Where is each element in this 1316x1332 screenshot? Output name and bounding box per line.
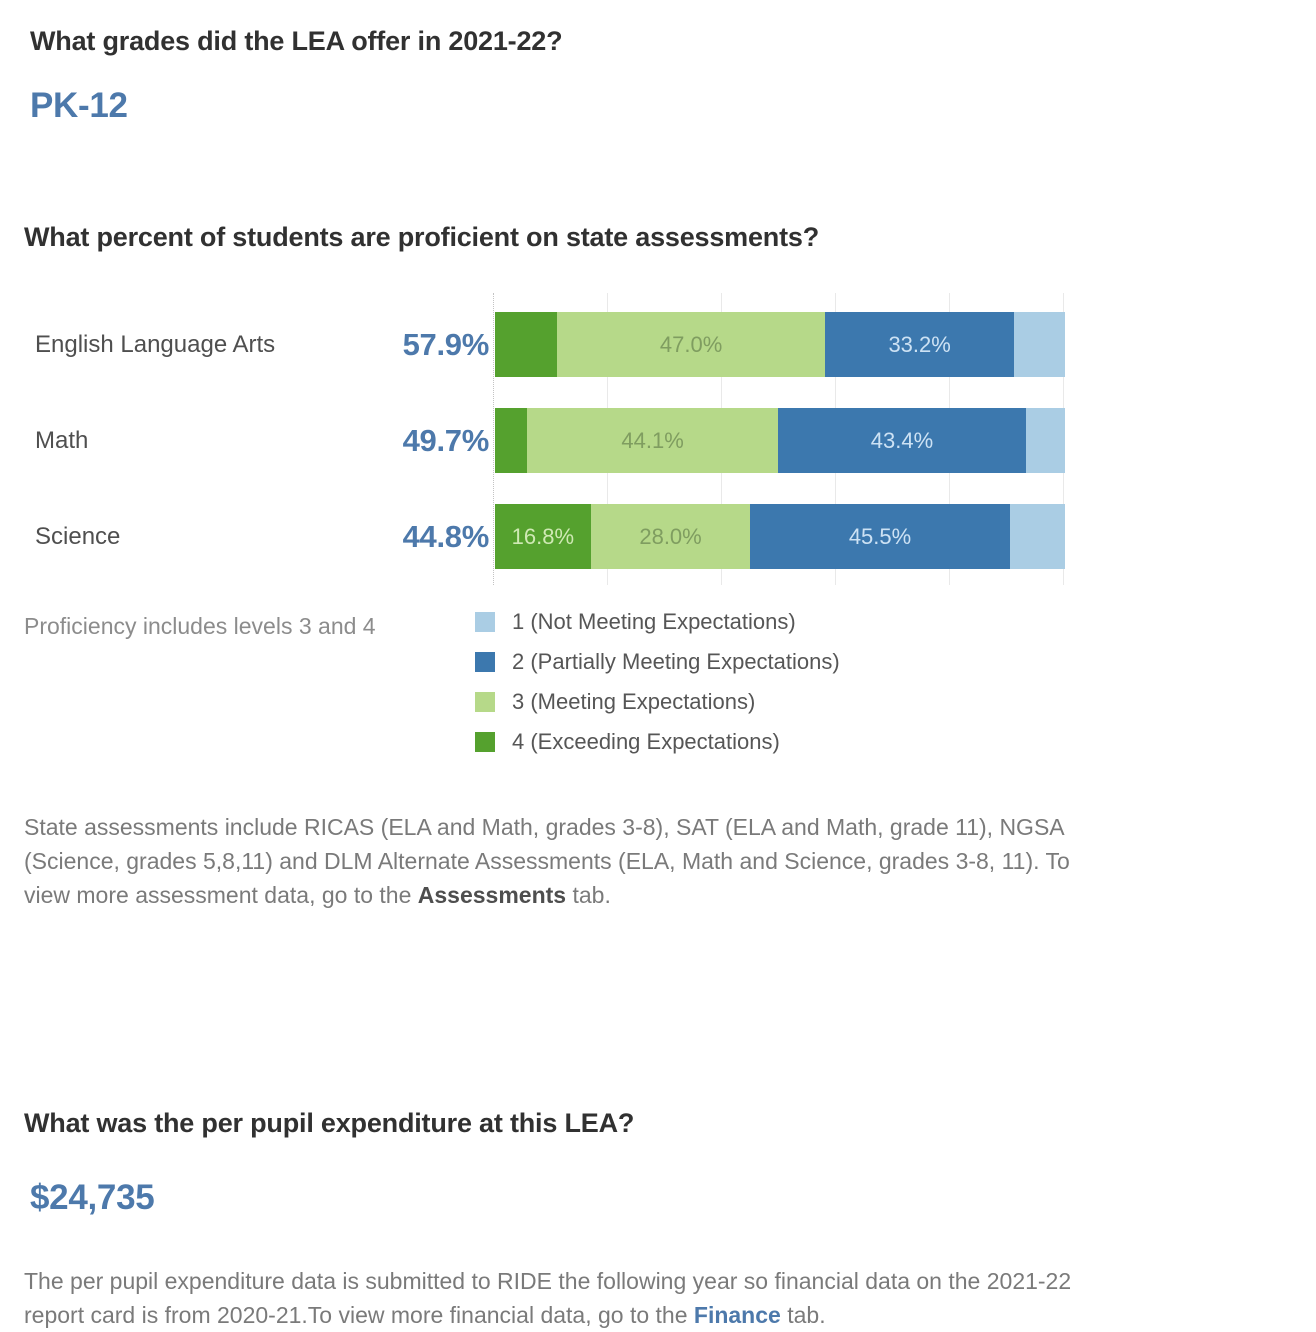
bar-segment-level-1[interactable] (1026, 408, 1065, 473)
grades-answer: PK-12 (30, 86, 128, 125)
legend-item[interactable] (475, 722, 840, 762)
legend-item[interactable] (475, 642, 840, 682)
legend-item[interactable] (475, 602, 840, 642)
chart-rows (24, 312, 1069, 569)
bar-segment-level-3[interactable]: 44.1% (527, 408, 778, 473)
category-label: English Language Arts (35, 330, 276, 358)
proficiency-total-value: 57.9% (402, 326, 489, 362)
expenditure-question: What was the per pupil expenditure at this LEA? (24, 1108, 635, 1138)
bar-segment-level-3[interactable]: 47.0% (557, 312, 825, 377)
bar-segment-level-2[interactable]: 43.4% (778, 408, 1025, 473)
legend-label: 3 (Meeting Expectations) (512, 689, 756, 714)
bar-track (495, 312, 1065, 377)
legend-swatch (475, 732, 495, 752)
proficiency-chart (24, 312, 1069, 569)
bar-track (495, 408, 1065, 473)
chart-row (24, 504, 1069, 569)
expenditure-footnote-text: The per pupil expenditure data is submitted to RIDE the following year so financial data on the 2021-22 report card is from 2020-21.To view more financial data, go to the (24, 1268, 1072, 1328)
expenditure-footnote (24, 1264, 1072, 1332)
legend-label: 4 (Exceeding Expectations) (512, 729, 780, 754)
bar-segment-level-1[interactable] (1010, 504, 1065, 569)
expenditure-footnote-tail: tab. (780, 1302, 826, 1328)
legend-swatch (475, 652, 495, 672)
category-label: Math (35, 426, 89, 454)
assessment-footnote (24, 810, 1072, 912)
expenditure-amount: $24,735 (30, 1178, 155, 1217)
bar-track (495, 504, 1065, 569)
chart-legend (475, 600, 840, 762)
proficiency-question: What percent of students are proficient on state assessments? (24, 222, 819, 252)
legend-label: 1 (Not Meeting Expectations) (512, 609, 796, 634)
chart-row (24, 312, 1069, 377)
bar-segment-level-4[interactable]: 16.8% (495, 504, 591, 569)
assessment-footnote-text: State assessments include RICAS (ELA and Math, grades 3-8), SAT (ELA and Math, grade 11), NGSA (Science, grades 5,8,11) and DLM Alternate Assessments (ELA, Math and Science, grades 3-8, 11). To view more assessment data, go to the (24, 814, 1070, 908)
proficiency-note: Proficiency includes levels 3 and 4 (24, 613, 376, 639)
legend-swatch (475, 612, 495, 632)
bar-segment-level-2[interactable]: 33.2% (825, 312, 1014, 377)
bar-segment-level-2[interactable]: 45.5% (750, 504, 1009, 569)
legend-swatch (475, 692, 495, 712)
assessments-tab-reference: Assessments (417, 882, 567, 908)
finance-tab-reference[interactable]: Finance (693, 1302, 781, 1328)
bar-segment-level-3[interactable]: 28.0% (591, 504, 751, 569)
chart-row (24, 408, 1069, 473)
bar-segment-level-4[interactable] (495, 408, 527, 473)
note-and-legend (24, 600, 840, 762)
bar-segment-level-1[interactable] (1014, 312, 1065, 377)
legend-label: 2 (Partially Meeting Expectations) (512, 649, 840, 674)
legend-item[interactable] (475, 682, 840, 722)
grades-question: What grades did the LEA offer in 2021-22? (30, 26, 563, 56)
bar-segment-level-4[interactable] (495, 312, 557, 377)
assessment-footnote-tail: tab. (566, 882, 611, 908)
proficiency-total-value: 49.7% (402, 422, 489, 458)
proficiency-total-value: 44.8% (402, 518, 489, 554)
category-label: Science (35, 522, 121, 550)
